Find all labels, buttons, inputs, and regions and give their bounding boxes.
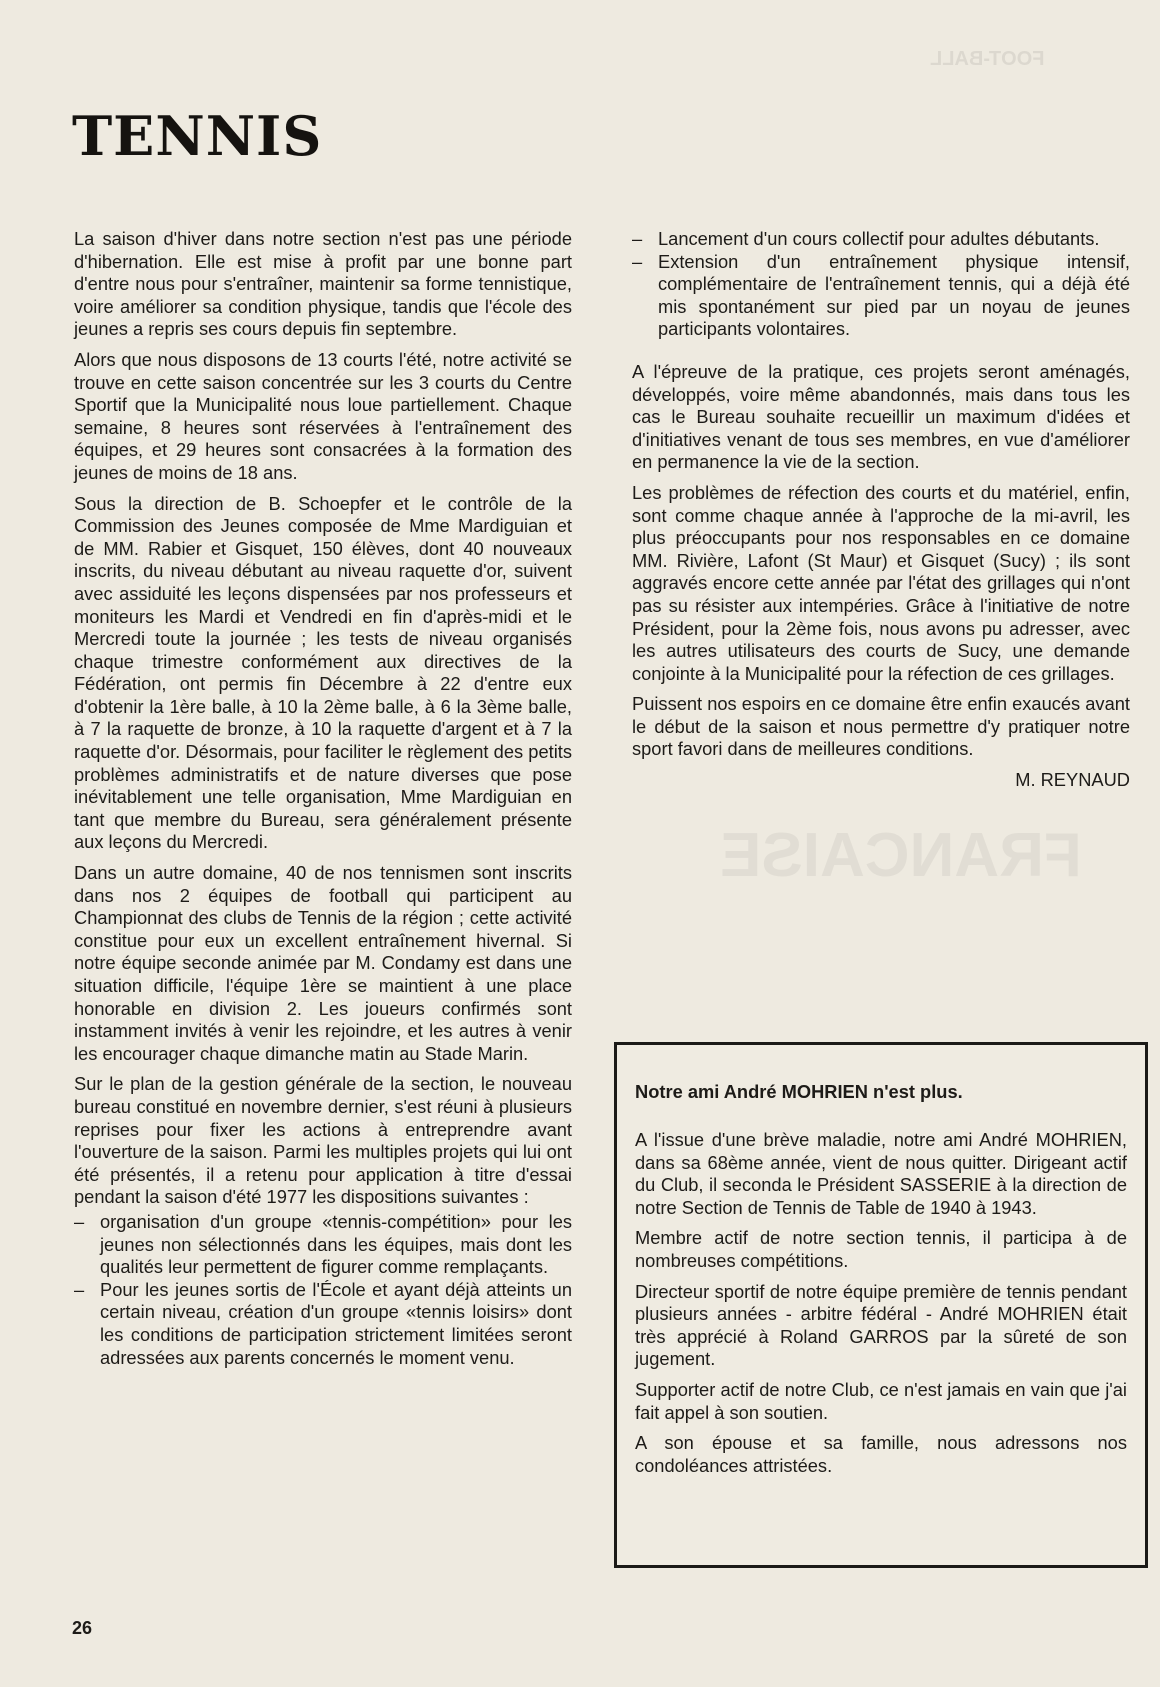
obituary-paragraph: A son épouse et sa famille, nous adressons nos condoléances attristées. — [635, 1432, 1127, 1476]
list-item — [74, 1211, 572, 1279]
obituary-paragraph: Supporter actif de notre Club, ce n'est jamais en vain que j'ai fait appel à son soutien. — [635, 1378, 1127, 1423]
dash-mark: – — [74, 1278, 85, 1300]
left-column — [74, 228, 572, 1369]
paragraph: Sous la direction de B. Schoepfer et le contrôle de la Commission des Jeunes composée de Mme Mardiguian et de MM. Rabier et Gisquet, 150 élèves, dont 40 nouveaux inscrits, du niveau débutant au niveau raquette d'or, suivent avec assiduité les leçons dispensées par nos professeurs et moniteurs les Mardi et Vendredi en fin d'après-midi et le Mercredi toute la journée ; les tests de niveau organisés chaque trimestre conformément aux directives de la Fédération, ont permis fin Décembre à 22 d'entre eux d'obtenir la 1ère balle, à 10 la 2ème balle, à 6 la 3ème balle, à 7 la raquette de bronze, à 10 la raquette d'argent et à 7 la raquette d'or. Désormais, pour faciliter le règlement des petits problèmes administratifs et de nature diverses que pose inévitablement une telle organisation, Mme Mardiguian en tant que membre du Bureau, sera généralement présente aux leçons du Mercredi. — [74, 492, 572, 853]
list-item-text: Pour les jeunes sortis de l'École et ayant déjà atteints un certain niveau, création d'un groupe «tennis loisirs» dont les conditions de participation strictement limitées seront adressées aux parents concernés le moment venu. — [100, 1278, 572, 1368]
obituary-box — [614, 1042, 1148, 1568]
show-through-text: FRANCAISE — [720, 821, 1082, 890]
list-item — [632, 251, 1130, 341]
page-number: 26 — [72, 1618, 93, 1638]
paragraph: Puissent nos espoirs en ce domaine être enfin exaucés avant le début de la saison et nous permettre d'y pratiquer notre sport favori dans de meilleures conditions. — [632, 693, 1130, 760]
obituary-heading: Notre ami André MOHRIEN n'est plus. — [635, 1081, 963, 1102]
list-item — [632, 228, 1130, 251]
show-through-text: FOOT-BALL — [930, 48, 1045, 70]
list-item-text: organisation d'un groupe «tennis-compétition» pour les jeunes non sélectionnés dans les équipes, mais dont les qualités leur permettent de figurer comme remplaçants. — [100, 1210, 572, 1278]
dash-mark: – — [632, 250, 643, 272]
list-item-text: Extension d'un entraînement physique intensif, complémentaire de l'entraînement tennis, qui a déjà été mis spontanément sur pied par un noyau de jeunes participants volontaires. — [658, 250, 1130, 340]
list-item-text: Lancement d'un cours collectif pour adultes débutants. — [658, 228, 1100, 249]
paragraph: La saison d'hiver dans notre section n'est pas une période d'hibernation. Elle est mise à profit par une bonne part d'entre nous pour s'entraîner, maintenir sa forme tennistique, voire améliorer sa condition physique, tandis que l'école des jeunes a repris ses cours depuis fin septembre. — [74, 228, 572, 340]
paragraph: Dans un autre domaine, 40 de nos tennismen sont inscrits dans nos 2 équipes de football qui participent au Championnat des clubs de Tennis de la région ; cette activité constitue pour eux un excellent entraînement hivernal. Si notre équipe seconde animée par M. Condamy est dans une situation difficile, l'équipe 1ère se maintient à une place honorable en division 2. Les joueurs confirmés sont instamment invités à venir les rejoindre, et les autres à venir les encourager chaque dimanche matin au Stade Marin. — [74, 862, 572, 1064]
paragraph: A l'épreuve de la pratique, ces projets seront aménagés, développés, voire même abandonnés, mais dans tous les cas le Bureau souhaite recueillir un maximum d'idées et d'initiatives venant de tous ses membres, en vue d'améliorer en permanence la vie de la section. — [632, 360, 1130, 473]
obituary-paragraph: A l'issue d'une brève maladie, notre ami André MOHRIEN, dans sa 68ème année, vient de nous quitter. Dirigeant actif du Club, il seconda le Président SASSERIE à la direction de notre Section de Tennis de Table de 1940 à 1943. — [635, 1129, 1127, 1218]
obituary-paragraph: Directeur sportif de notre équipe première de tennis pendant plusieurs années - arbitre fédéral - André MOHRIEN était très apprécié à Roland GARROS par la sûreté de son jugement. — [635, 1280, 1127, 1370]
list-item — [74, 1279, 572, 1369]
paragraph: Alors que nous disposons de 13 courts l'été, notre activité se trouve en cette saison concentrée sur les 3 courts du Centre Sportif que la Municipalité nous loue partiellement. Chaque semaine, 8 heures sont réservées à l'entraînement des équipes, et 29 heures sont consacrées à la formation des jeunes de moins de 18 ans. — [74, 348, 572, 483]
obituary-paragraph: Membre actif de notre section tennis, il participa à de nombreuses compétitions. — [635, 1227, 1127, 1271]
dash-mark: – — [74, 1210, 85, 1232]
author-signature: M. REYNAUD — [1015, 769, 1130, 791]
paragraph: Sur le plan de la gestion générale de la section, le nouveau bureau constitué en novembre dernier, s'est réuni à plusieurs reprises pour fixer les actions à entreprendre avant l'ouverture de la saison. Parmi les multiples projets qui lui ont été présentés, il a retenu pour application à titre d'essai pendant la saison d'été 1977 les dispositions suivantes : — [74, 1073, 572, 1208]
paragraph: Les problèmes de réfection des courts et du matériel, enfin, sont comme chaque année à l'approche de la mi-avril, les plus préoccupants pour nos responsables en ce domaine MM. Rivière, Lafont (St Maur) et Gisquet (Sucy) ; ils sont aggravés encore cette année par l'état des grillages qui n'ont pas su résister aux intempéries. Grâce à l'initiative de notre Président, pour la 2ème fois, nous avons pu adresser, avec les autres utilisateurs des courts de Sucy, une demande conjointe à la Municipalité pour la réfection de ces grillages. — [632, 481, 1130, 684]
dash-mark: – — [632, 228, 643, 249]
page-title: TENNIS — [72, 104, 323, 168]
right-column — [632, 228, 1130, 792]
